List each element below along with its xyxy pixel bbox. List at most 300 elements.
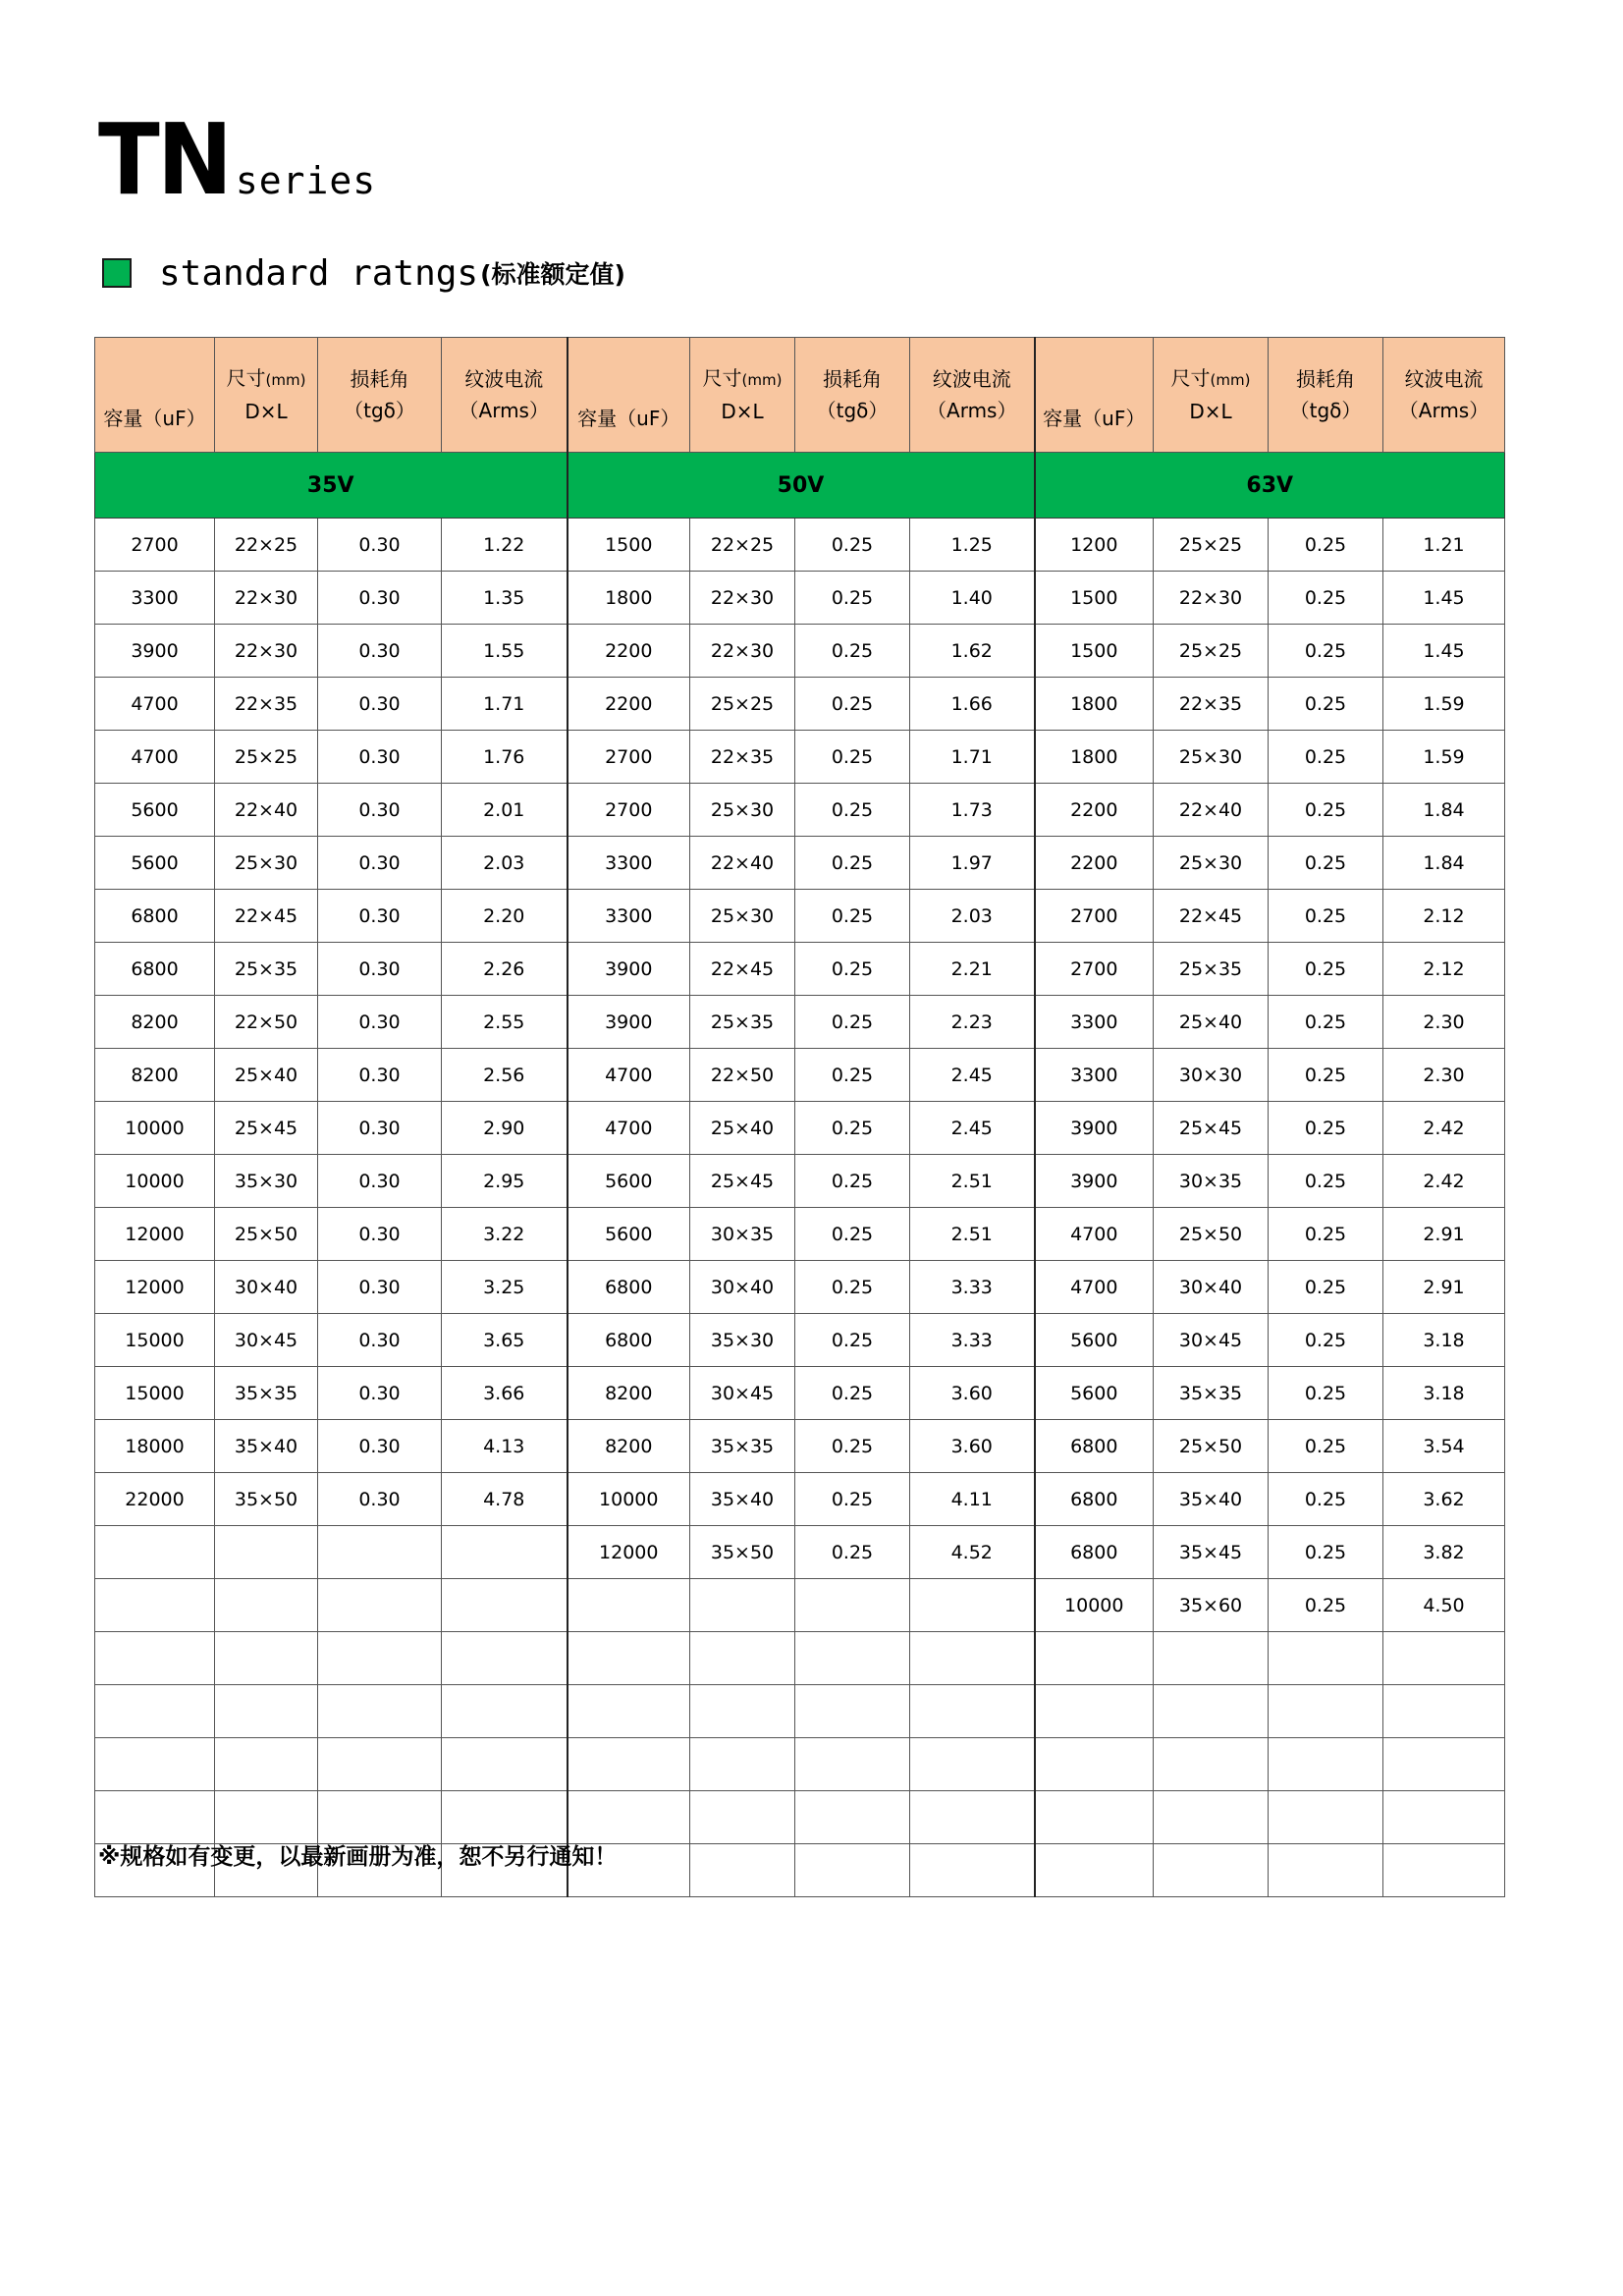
size-cell: 35×40 — [690, 1473, 795, 1526]
capacity-cell: 6800 — [95, 890, 215, 943]
ripple-current-cell: 1.84 — [1383, 837, 1505, 890]
ripple-current-cell: 2.55 — [442, 996, 568, 1049]
capacity-cell: 6800 — [1035, 1526, 1154, 1579]
empty-cell — [215, 1526, 318, 1579]
empty-cell — [215, 1738, 318, 1791]
empty-cell — [690, 1738, 795, 1791]
ripple-current-cell: 4.52 — [910, 1526, 1035, 1579]
empty-cell — [1383, 1632, 1505, 1685]
table-row — [95, 1049, 1505, 1102]
loss-angle-cell: 0.30 — [318, 890, 442, 943]
capacity-cell: 5600 — [568, 1208, 690, 1261]
capacity-cell: 2700 — [1035, 943, 1154, 996]
header-size — [215, 338, 318, 453]
loss-angle-cell: 0.30 — [318, 1049, 442, 1102]
ripple-current-cell: 1.62 — [910, 625, 1035, 678]
header-size-line1 — [690, 362, 794, 396]
header-size-unit: (mm) — [1210, 371, 1251, 389]
table-row — [95, 1473, 1505, 1526]
empty-cell — [795, 1685, 910, 1738]
header-size-label: 尺寸 — [1170, 366, 1211, 390]
empty-cell — [1154, 1685, 1269, 1738]
size-cell: 35×45 — [1154, 1526, 1269, 1579]
header-capacity-label: 容量（uF） — [577, 407, 680, 430]
table-row — [95, 1579, 1505, 1632]
section-heading-english: standard ratngs — [159, 252, 479, 294]
empty-cell — [1269, 1632, 1383, 1685]
capacity-cell: 3900 — [1035, 1102, 1154, 1155]
header-ripple-label: 纹波电流 — [464, 367, 544, 391]
loss-angle-cell: 0.25 — [795, 996, 910, 1049]
size-cell: 22×25 — [215, 519, 318, 572]
empty-cell — [318, 1685, 442, 1738]
ripple-current-cell: 1.21 — [1383, 519, 1505, 572]
capacity-cell: 10000 — [1035, 1579, 1154, 1632]
size-cell: 22×30 — [1154, 572, 1269, 625]
header-size-unit: (mm) — [265, 371, 306, 389]
table-row — [95, 678, 1505, 731]
size-cell: 25×45 — [215, 1102, 318, 1155]
loss-angle-cell: 0.30 — [318, 1367, 442, 1420]
ripple-current-cell: 1.45 — [1383, 625, 1505, 678]
empty-cell — [215, 1685, 318, 1738]
size-cell: 25×50 — [1154, 1420, 1269, 1473]
header-size-line1 — [1154, 362, 1268, 396]
loss-angle-cell: 0.25 — [1269, 1261, 1383, 1314]
loss-angle-cell: 0.25 — [1269, 996, 1383, 1049]
table-row — [95, 731, 1505, 784]
empty-cell — [568, 1579, 690, 1632]
capacity-cell: 2200 — [568, 678, 690, 731]
ripple-current-cell: 2.95 — [442, 1155, 568, 1208]
empty-cell — [1269, 1791, 1383, 1844]
ripple-current-cell: 2.90 — [442, 1102, 568, 1155]
loss-angle-cell: 0.30 — [318, 1155, 442, 1208]
size-cell: 25×50 — [215, 1208, 318, 1261]
capacity-cell: 3900 — [1035, 1155, 1154, 1208]
loss-angle-cell: 0.30 — [318, 1420, 442, 1473]
empty-cell — [1383, 1844, 1505, 1897]
empty-cell — [442, 1632, 568, 1685]
section-heading — [102, 251, 625, 295]
loss-angle-cell: 0.25 — [795, 1314, 910, 1367]
size-cell: 22×50 — [690, 1049, 795, 1102]
loss-angle-cell: 0.25 — [1269, 1473, 1383, 1526]
ripple-current-cell: 2.03 — [442, 837, 568, 890]
ripple-current-cell: 1.40 — [910, 572, 1035, 625]
loss-angle-cell: 0.25 — [1269, 943, 1383, 996]
size-cell: 25×30 — [215, 837, 318, 890]
size-cell: 22×25 — [690, 519, 795, 572]
empty-cell — [1269, 1844, 1383, 1897]
header-ripple-unit: （Arms） — [459, 399, 549, 422]
empty-cell — [910, 1844, 1035, 1897]
loss-angle-cell: 0.25 — [1269, 1102, 1383, 1155]
size-cell: 30×45 — [215, 1314, 318, 1367]
empty-cell — [1154, 1632, 1269, 1685]
empty-cell — [1154, 1844, 1269, 1897]
capacity-cell: 10000 — [95, 1155, 215, 1208]
ripple-current-cell: 2.51 — [910, 1208, 1035, 1261]
empty-cell — [795, 1791, 910, 1844]
ripple-current-cell: 1.97 — [910, 837, 1035, 890]
size-cell: 30×35 — [690, 1208, 795, 1261]
empty-cell — [1035, 1632, 1154, 1685]
empty-cell — [215, 1579, 318, 1632]
ripple-current-cell: 3.65 — [442, 1314, 568, 1367]
size-cell: 25×50 — [1154, 1208, 1269, 1261]
empty-cell — [795, 1632, 910, 1685]
loss-angle-cell: 0.25 — [1269, 1314, 1383, 1367]
ripple-current-cell: 3.18 — [1383, 1314, 1505, 1367]
empty-cell — [568, 1685, 690, 1738]
header-size-label: 尺寸 — [702, 366, 742, 390]
size-cell: 25×30 — [1154, 837, 1269, 890]
loss-angle-cell: 0.25 — [795, 1473, 910, 1526]
table-row — [95, 572, 1505, 625]
header-capacity — [568, 338, 690, 453]
table-row — [95, 625, 1505, 678]
loss-angle-cell: 0.30 — [318, 943, 442, 996]
capacity-cell: 5600 — [95, 837, 215, 890]
size-cell: 25×45 — [690, 1155, 795, 1208]
capacity-cell: 6800 — [568, 1261, 690, 1314]
size-cell: 35×30 — [215, 1155, 318, 1208]
empty-cell — [568, 1791, 690, 1844]
loss-angle-cell: 0.25 — [1269, 625, 1383, 678]
table-row — [95, 1155, 1505, 1208]
capacity-cell: 6800 — [568, 1314, 690, 1367]
ripple-current-cell: 1.55 — [442, 625, 568, 678]
capacity-cell: 3300 — [568, 890, 690, 943]
empty-cell — [95, 1579, 215, 1632]
header-size-unit: (mm) — [741, 371, 783, 389]
empty-cell — [95, 1685, 215, 1738]
empty-cell — [690, 1844, 795, 1897]
voltage-row — [95, 453, 1505, 519]
table-row — [95, 837, 1505, 890]
ripple-current-cell: 4.11 — [910, 1473, 1035, 1526]
size-cell: 35×35 — [215, 1367, 318, 1420]
ripple-current-cell: 2.03 — [910, 890, 1035, 943]
voltage-group-63v: 63V — [1035, 453, 1505, 519]
capacity-cell: 1500 — [1035, 572, 1154, 625]
capacity-cell: 1800 — [1035, 731, 1154, 784]
size-cell: 22×30 — [215, 572, 318, 625]
loss-angle-cell: 0.25 — [1269, 837, 1383, 890]
empty-cell — [1154, 1738, 1269, 1791]
loss-angle-cell: 0.30 — [318, 1314, 442, 1367]
header-capacity-label: 容量（uF） — [103, 407, 206, 430]
empty-cell — [318, 1738, 442, 1791]
ripple-current-cell: 4.50 — [1383, 1579, 1505, 1632]
capacity-cell: 3900 — [568, 943, 690, 996]
series-name: TN — [98, 102, 231, 217]
header-loss-angle — [1269, 338, 1383, 453]
capacity-cell: 3300 — [568, 837, 690, 890]
loss-angle-cell: 0.25 — [795, 943, 910, 996]
header-loss-label: 损耗角 — [823, 367, 882, 391]
table-row — [95, 1102, 1505, 1155]
capacity-cell: 3900 — [95, 625, 215, 678]
loss-angle-cell: 0.25 — [795, 890, 910, 943]
empty-cell — [95, 1632, 215, 1685]
ripple-current-cell: 2.30 — [1383, 996, 1505, 1049]
capacity-cell: 4700 — [568, 1049, 690, 1102]
empty-cell — [568, 1632, 690, 1685]
loss-angle-cell: 0.25 — [1269, 572, 1383, 625]
empty-cell — [910, 1685, 1035, 1738]
table-row — [95, 1685, 1505, 1738]
capacity-cell: 6800 — [1035, 1420, 1154, 1473]
header-ripple-label: 纹波电流 — [1404, 367, 1484, 391]
ripple-current-cell: 2.42 — [1383, 1155, 1505, 1208]
header-loss-label: 损耗角 — [1296, 367, 1355, 391]
empty-cell — [1035, 1685, 1154, 1738]
capacity-cell: 1200 — [1035, 519, 1154, 572]
ripple-current-cell: 2.01 — [442, 784, 568, 837]
size-cell: 30×30 — [1154, 1049, 1269, 1102]
loss-angle-cell: 0.30 — [318, 731, 442, 784]
header-loss-symbol: （tgδ） — [1289, 399, 1362, 422]
ripple-current-cell: 1.59 — [1383, 731, 1505, 784]
capacity-cell: 3900 — [568, 996, 690, 1049]
capacity-cell: 8200 — [568, 1367, 690, 1420]
size-cell: 30×35 — [1154, 1155, 1269, 1208]
ripple-current-cell: 1.45 — [1383, 572, 1505, 625]
ripple-current-cell: 1.22 — [442, 519, 568, 572]
capacity-cell: 2700 — [568, 731, 690, 784]
header-ripple-label: 纹波电流 — [932, 367, 1011, 391]
section-heading-chinese: (标准额定值) — [480, 260, 625, 289]
table-row — [95, 1526, 1505, 1579]
size-cell: 22×30 — [215, 625, 318, 678]
capacity-cell: 2700 — [1035, 890, 1154, 943]
header-ripple-current — [910, 338, 1035, 453]
capacity-cell: 5600 — [1035, 1367, 1154, 1420]
ripple-current-cell: 3.33 — [910, 1261, 1035, 1314]
capacity-cell: 2700 — [568, 784, 690, 837]
loss-angle-cell: 0.30 — [318, 519, 442, 572]
empty-cell — [442, 1579, 568, 1632]
ripple-current-cell: 3.60 — [910, 1367, 1035, 1420]
series-title — [98, 102, 377, 217]
size-cell: 30×40 — [215, 1261, 318, 1314]
empty-cell — [690, 1579, 795, 1632]
loss-angle-cell: 0.25 — [1269, 1208, 1383, 1261]
loss-angle-cell: 0.25 — [1269, 1049, 1383, 1102]
loss-angle-cell: 0.30 — [318, 837, 442, 890]
capacity-cell: 12000 — [568, 1526, 690, 1579]
header-row — [95, 338, 1505, 453]
header-size-dims: D×L — [244, 400, 288, 423]
loss-angle-cell: 0.25 — [1269, 519, 1383, 572]
table-row — [95, 519, 1505, 572]
loss-angle-cell: 0.25 — [1269, 731, 1383, 784]
voltage-group-35v: 35V — [95, 453, 568, 519]
capacity-cell: 4700 — [568, 1102, 690, 1155]
ripple-current-cell: 3.66 — [442, 1367, 568, 1420]
loss-angle-cell: 0.25 — [795, 784, 910, 837]
loss-angle-cell: 0.25 — [1269, 678, 1383, 731]
ripple-current-cell: 2.30 — [1383, 1049, 1505, 1102]
header-loss-label: 损耗角 — [350, 367, 409, 391]
capacity-cell: 8200 — [95, 996, 215, 1049]
ripple-current-cell: 2.91 — [1383, 1261, 1505, 1314]
size-cell: 25×25 — [1154, 519, 1269, 572]
size-cell: 35×30 — [690, 1314, 795, 1367]
capacity-cell: 2200 — [1035, 837, 1154, 890]
empty-cell — [1035, 1791, 1154, 1844]
ripple-current-cell: 1.84 — [1383, 784, 1505, 837]
ripple-current-cell: 3.60 — [910, 1420, 1035, 1473]
empty-cell — [442, 1791, 568, 1844]
loss-angle-cell: 0.25 — [1269, 1579, 1383, 1632]
empty-cell — [690, 1791, 795, 1844]
empty-cell — [1154, 1791, 1269, 1844]
ripple-current-cell: 3.18 — [1383, 1367, 1505, 1420]
size-cell: 22×40 — [215, 784, 318, 837]
loss-angle-cell: 0.30 — [318, 678, 442, 731]
loss-angle-cell: 0.30 — [318, 1102, 442, 1155]
ripple-current-cell: 2.56 — [442, 1049, 568, 1102]
ripple-current-cell: 4.78 — [442, 1473, 568, 1526]
size-cell: 25×25 — [1154, 625, 1269, 678]
size-cell: 25×25 — [690, 678, 795, 731]
capacity-cell: 1500 — [1035, 625, 1154, 678]
capacity-cell: 2700 — [95, 519, 215, 572]
capacity-cell: 22000 — [95, 1473, 215, 1526]
header-ripple-current — [1383, 338, 1505, 453]
size-cell: 25×40 — [215, 1049, 318, 1102]
size-cell: 22×30 — [690, 625, 795, 678]
empty-cell — [910, 1791, 1035, 1844]
ripple-current-cell: 2.51 — [910, 1155, 1035, 1208]
size-cell: 25×35 — [1154, 943, 1269, 996]
empty-cell — [795, 1844, 910, 1897]
empty-cell — [95, 1738, 215, 1791]
loss-angle-cell: 0.30 — [318, 572, 442, 625]
loss-angle-cell: 0.25 — [795, 1367, 910, 1420]
capacity-cell: 8200 — [568, 1420, 690, 1473]
size-cell: 35×60 — [1154, 1579, 1269, 1632]
disclaimer-note: ※规格如有变更，以最新画册为准，恕不另行通知！ — [98, 1844, 618, 1870]
loss-angle-cell: 0.25 — [1269, 1367, 1383, 1420]
capacity-cell: 15000 — [95, 1314, 215, 1367]
size-cell: 30×40 — [690, 1261, 795, 1314]
header-size-dims: D×L — [1189, 400, 1232, 423]
header-loss-angle — [795, 338, 910, 453]
header-size-line1 — [215, 362, 317, 396]
loss-angle-cell: 0.30 — [318, 1208, 442, 1261]
size-cell: 22×30 — [690, 572, 795, 625]
capacity-cell: 2200 — [568, 625, 690, 678]
ripple-current-cell: 1.73 — [910, 784, 1035, 837]
empty-cell — [318, 1579, 442, 1632]
loss-angle-cell: 0.30 — [318, 1261, 442, 1314]
capacity-cell: 8200 — [95, 1049, 215, 1102]
loss-angle-cell: 0.30 — [318, 784, 442, 837]
empty-cell — [318, 1791, 442, 1844]
empty-cell — [1383, 1738, 1505, 1791]
loss-angle-cell: 0.25 — [795, 1208, 910, 1261]
table-row — [95, 784, 1505, 837]
size-cell: 25×40 — [690, 1102, 795, 1155]
size-cell: 25×35 — [690, 996, 795, 1049]
size-cell: 22×40 — [690, 837, 795, 890]
ripple-current-cell: 3.33 — [910, 1314, 1035, 1367]
size-cell: 35×35 — [1154, 1367, 1269, 1420]
ripple-current-cell: 2.42 — [1383, 1102, 1505, 1155]
size-cell: 30×40 — [1154, 1261, 1269, 1314]
table-row — [95, 996, 1505, 1049]
size-cell: 22×35 — [690, 731, 795, 784]
size-cell: 22×45 — [215, 890, 318, 943]
capacity-cell: 2200 — [1035, 784, 1154, 837]
capacity-cell: 10000 — [95, 1102, 215, 1155]
ripple-current-cell: 3.62 — [1383, 1473, 1505, 1526]
loss-angle-cell: 0.25 — [795, 1420, 910, 1473]
capacity-cell: 5600 — [95, 784, 215, 837]
table-row — [95, 1791, 1505, 1844]
size-cell: 35×50 — [690, 1526, 795, 1579]
size-cell: 30×45 — [690, 1367, 795, 1420]
table-row — [95, 1632, 1505, 1685]
ripple-current-cell: 2.20 — [442, 890, 568, 943]
ripple-current-cell: 1.71 — [442, 678, 568, 731]
header-capacity-label: 容量（uF） — [1043, 407, 1146, 430]
table-row — [95, 943, 1505, 996]
ripple-current-cell: 1.76 — [442, 731, 568, 784]
loss-angle-cell: 0.25 — [795, 1155, 910, 1208]
table-row — [95, 1314, 1505, 1367]
loss-angle-cell: 0.25 — [1269, 1155, 1383, 1208]
size-cell: 22×50 — [215, 996, 318, 1049]
empty-cell — [95, 1526, 215, 1579]
ripple-current-cell: 3.25 — [442, 1261, 568, 1314]
ripple-current-cell: 2.12 — [1383, 943, 1505, 996]
loss-angle-cell: 0.25 — [1269, 1526, 1383, 1579]
loss-angle-cell: 0.30 — [318, 1473, 442, 1526]
size-cell: 25×30 — [690, 890, 795, 943]
ripple-current-cell: 1.59 — [1383, 678, 1505, 731]
table-row — [95, 1367, 1505, 1420]
header-loss-angle — [318, 338, 442, 453]
empty-cell — [318, 1632, 442, 1685]
empty-cell — [442, 1738, 568, 1791]
header-loss-symbol: （tgδ） — [344, 399, 415, 422]
empty-cell — [910, 1579, 1035, 1632]
loss-angle-cell: 0.25 — [1269, 890, 1383, 943]
empty-cell — [95, 1791, 215, 1844]
empty-cell — [910, 1738, 1035, 1791]
empty-cell — [690, 1685, 795, 1738]
ripple-current-cell: 3.82 — [1383, 1526, 1505, 1579]
table-row — [95, 890, 1505, 943]
capacity-cell: 1500 — [568, 519, 690, 572]
empty-cell — [1383, 1791, 1505, 1844]
empty-cell — [795, 1579, 910, 1632]
empty-cell — [442, 1526, 568, 1579]
size-cell: 35×35 — [690, 1420, 795, 1473]
size-cell: 22×45 — [1154, 890, 1269, 943]
header-size — [690, 338, 795, 453]
loss-angle-cell: 0.25 — [795, 678, 910, 731]
ripple-current-cell: 1.25 — [910, 519, 1035, 572]
voltage-group-50v: 50V — [568, 453, 1035, 519]
ripple-current-cell: 1.35 — [442, 572, 568, 625]
empty-cell — [318, 1526, 442, 1579]
